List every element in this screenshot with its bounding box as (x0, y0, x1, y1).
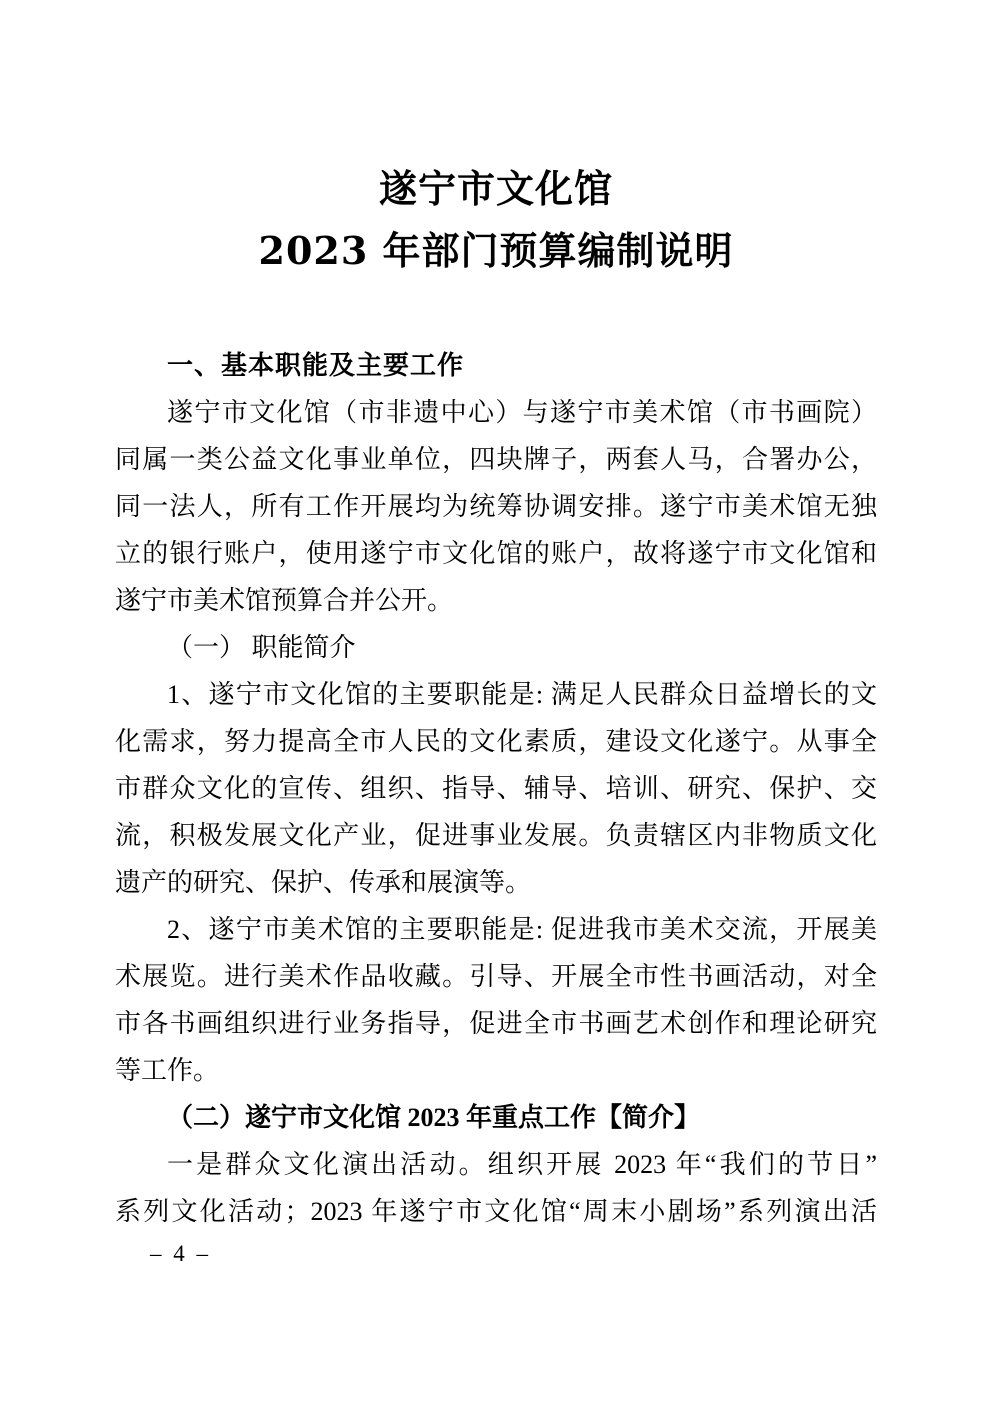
paragraph-line: 市群众文化的宣传、组织、指导、辅导、培训、研究、保护、交 (115, 774, 877, 803)
section-heading-1: 一、基本职能及主要工作 (167, 350, 465, 380)
document-title-line-1: 遂宁市文化馆 (378, 166, 613, 211)
paragraph-line: 同一法人，所有工作开展均为统筹协调安排。遂宁市美术馆无独 (115, 492, 877, 521)
paragraph-line: 立的银行账户，使用遂宁市文化馆的账户，故将遂宁市文化馆和 (115, 539, 877, 568)
page-number: – 4 – (150, 1241, 211, 1266)
subsection-heading-2: （二）遂宁市文化馆 2023 年重点工作【简介】 (167, 1103, 701, 1132)
document-body (115, 342, 877, 1235)
paragraph-line: 化需求，努力提高全市人民的文化素质，建设文化遂宁。从事全 (115, 727, 877, 756)
paragraph-line: 一是群众文化演出活动。组织开展 2023 年“我们的节日” (167, 1150, 877, 1179)
paragraph-line: 术展览。进行美术作品收藏。引导、开展全市性书画活动，对全 (115, 962, 877, 991)
subsection-heading-1: （一） 职能简介 (167, 633, 356, 662)
paragraph-line: 市各书画组织进行业务指导，促进全市书画艺术创作和理论研究 (115, 1009, 877, 1038)
paragraph-line: 2、遂宁市美术馆的主要职能是: 促进我市美术交流，开展美 (167, 915, 877, 944)
paragraph-line: 遗产的研究、保护、传承和展演等。 (115, 868, 532, 897)
paragraph-line: 同属一类公益文化事业单位，四块牌子，两套人马，合署办公， (115, 445, 877, 474)
paragraph-line: 1、遂宁市文化馆的主要职能是: 满足人民群众日益增长的文 (167, 680, 877, 709)
paragraph-line: 流，积极发展文化产业，促进事业发展。负责辖区内非物质文化 (115, 821, 877, 850)
paragraph-line: 系列文化活动；2023 年遂宁市文化馆“周末小剧场”系列演出活 (115, 1197, 877, 1226)
document-title (115, 158, 877, 282)
paragraph-line: 等工作。 (115, 1056, 220, 1085)
paragraph-line: 遂宁市文化馆（市非遗中心）与遂宁市美术馆（市书画院） (167, 398, 877, 427)
document-title-line-2: 2023 年部门预算编制说明 (258, 228, 734, 273)
paragraph-line: 遂宁市美术馆预算合并公开。 (115, 586, 454, 615)
